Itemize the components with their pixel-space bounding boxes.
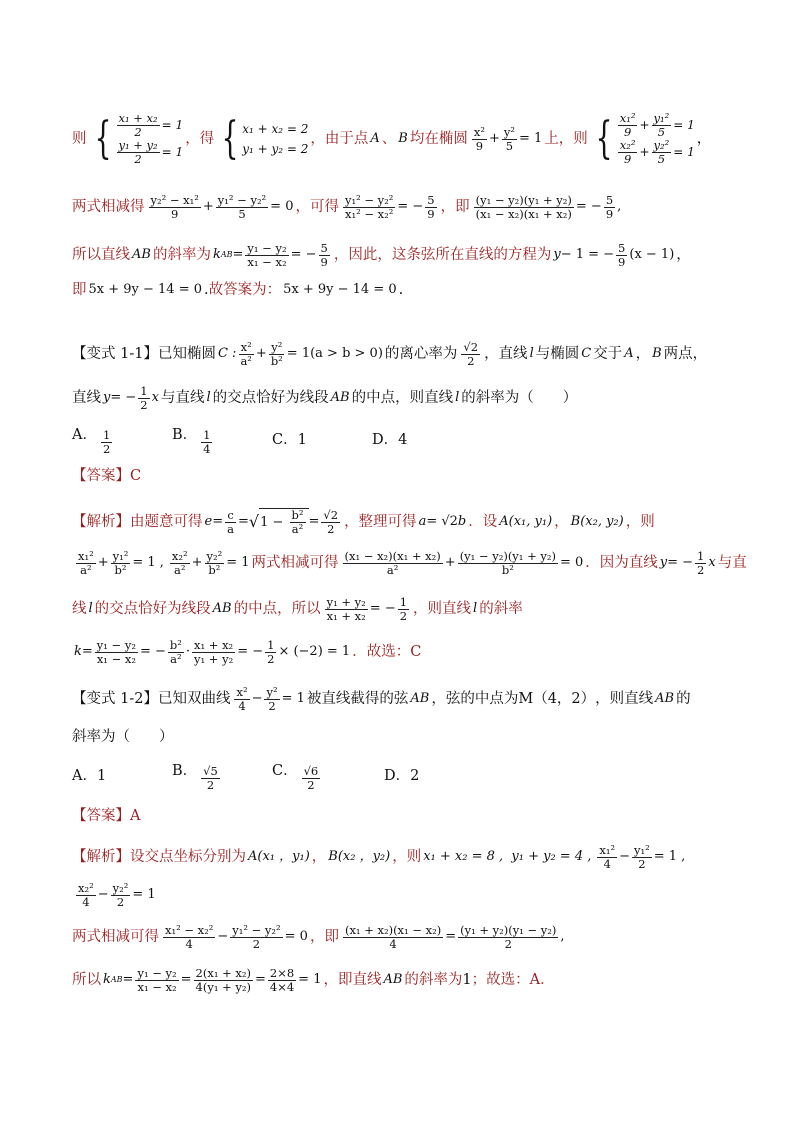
- option-c: C．1: [272, 432, 307, 448]
- text: 两式相减可得: [251, 555, 339, 571]
- text: ，弦的中点为: [431, 691, 519, 707]
- text: ，即: [440, 199, 470, 215]
- text: 两式相减得: [72, 199, 145, 215]
- text: 即: [72, 282, 87, 298]
- variant-label: 【变式 1-2】: [72, 691, 158, 707]
- option-d: D．2: [384, 768, 420, 784]
- text: 已知椭圆: [157, 346, 216, 362]
- text: 所以直线: [72, 247, 130, 263]
- text: 的斜率为: [404, 972, 463, 988]
- text: 线: [72, 601, 87, 617]
- text: ；故选：: [471, 972, 530, 988]
- variant-1-2-solution-2: $\frac{\text{x₂²}}{4}$ − $\frac{\text{y₂²}}{2}$ = 1: [78, 880, 156, 909]
- text: 设交点坐标分别为: [130, 849, 246, 865]
- solution-line-2: 两式相减得 $\frac{\text{y₂² − x₁²}}{9}$ + $\frac{\text{y₁² − y₂²}}{5}$ = 0 ，可得 $\frac{\text{y₁² − y₂²}}{\text{x₁² − x₂²}}$ = − $\frac{5}{9}$ ，即 $\frac{\text{(y₁ − y₂)(y₁ + y₂)}}{\text{(x₁ − x₂)(x₁ + x₂)}}$ = − $\frac{5}{9}$ ,: [72, 192, 622, 221]
- text: 的中点，所以: [233, 601, 321, 617]
- text: ．因为直线: [585, 555, 658, 571]
- variant-1-1-question: 【变式 1-1】 已知椭圆 C : $\frac{\text{x²}}{\text{a²}}$ + $\frac{\text{y²}}{\text{b²}}$ = 1(a > b > 0) 的离心率为 $\frac{√2}{2}$ ，直线 l 与椭圆 C 交于 A ， B 两点，: [72, 339, 708, 368]
- option-c: C．: [272, 762, 298, 779]
- variant-1-1-solution-3: 线 l 的交点恰好为线段 AB 的中点，所以 $\frac{\text{y₁ + y₂}}{\text{x₁ + x₂}}$ = − $\frac{1}{2}$ ，则直线 l 的斜率: [72, 594, 523, 623]
- text: ，整理可得: [344, 514, 417, 530]
- variant-label: 【变式 1-1】: [72, 346, 158, 362]
- variant-1-2-solution-3: 两式相减可得 $\frac{\text{x₁² − x₂²}}{4}$ − $\frac{\text{y₁² − y₂²}}{2}$ = 0 ，即 $\frac{\text{(x₁ + x₂)(x₁ − x₂)}}{4}$ = $\frac{\text{(y₁ + y₂)(y₁ − y₂)}}{2}$ ,: [72, 922, 565, 951]
- equation: 5x + 9y − 14 = 0: [88, 282, 203, 297]
- text: ，即直线: [323, 972, 382, 988]
- text: ．故选：: [352, 644, 411, 660]
- text: 已知双曲线: [157, 691, 231, 707]
- system-brace-2: { x₁ + x₂ = 2 y₁ + y₂ = 2: [221, 113, 309, 164]
- variant-1-1-answer: [72, 466, 734, 486]
- text: ，直线: [484, 346, 528, 362]
- variant-1-2-solution-4: 所以 k AB = $\frac{\text{y₁ − y₂}}{\text{x₁ − x₂}}$ = $\frac{\text{2(x₁ + x₂)}}{\text{4(y₁ + y₂)}}$ = $\frac{2\times 8}{4\times 4}$ = 1 ，即直线 AB 的斜率为 1 ；故选： A．: [72, 965, 555, 994]
- text: 故答案为：: [208, 282, 282, 298]
- text: ，则直线: [595, 691, 654, 707]
- text: 的离心率为: [384, 346, 458, 362]
- equation: 5x + 9y − 14 = 0: [283, 282, 397, 297]
- text: ，因此，这条弦所在直线的方程为: [333, 247, 552, 263]
- answer-label: 【答案】C: [72, 468, 142, 484]
- text: 两点，: [663, 346, 708, 362]
- text: 与椭圆: [535, 346, 580, 362]
- text: ．设: [468, 514, 498, 530]
- variant-1-1-solution-2: $\frac{\text{x₁²}}{\text{a²}}$ + $\frac{\text{y₁²}}{\text{b²}}$ = 1 , $\frac{\text{x₂²}}{\text{a²}}$ + $\frac{\text{y₂²}}{\text{b²}}$ = 1 两式相减可得 $\frac{\text{(x₁ − x₂)(x₁ + x₂)}}{\text{a²}}$ + $\frac{\text{(y₁ − y₂)(y₁ + y₂)}}{\text{b²}}$ = 0 ．因为直线 y = − $\frac{1}{2}$ x 与直: [78, 548, 747, 577]
- option-b: B．: [172, 762, 198, 779]
- variant-1-1-solution-1: 【解析】 由题意可得 e = $\frac{c}{a}$ = √ 1 − $\frac{\text{b²}}{\text{a²}}$ = $\frac{√2}{2}$ ，整理可得 a = √2 b ．设 A(x₁, y₁) ， B(x₂, y₂) ，则: [72, 507, 655, 536]
- text: 两式相减可得: [72, 929, 159, 945]
- text: ，则: [392, 849, 422, 865]
- text: ，则: [625, 514, 655, 530]
- variant-1-1-options: A． $\frac{1}{2}$ B． $\frac{1}{4}$ C．1 D．4: [72, 424, 734, 456]
- answer-label: 【答案】A: [72, 808, 141, 824]
- text: 交于: [593, 346, 623, 362]
- midpoint: M（4，2）: [518, 691, 596, 707]
- text: 的斜率: [479, 601, 523, 617]
- text: 的中点，则直线: [351, 390, 454, 406]
- variant-1-2-solution-1: 【解析】 设交点坐标分别为 A(x₁ ，y₁) ， B(x₂ ，y₂) ，则 x₁ + x₂ = 8 , y₁ + y₂ = 4 , $\frac{\text{x₁²}}{4}$ − $\frac{\text{y₁²}}{2}$ = 1 ,: [72, 842, 686, 871]
- text: 的交点恰好为线段: [94, 601, 211, 617]
- text: 斜率为（ ）: [72, 729, 174, 745]
- text: 与直线: [160, 390, 205, 406]
- text: ，可得: [295, 199, 339, 215]
- system-brace-1: { $\frac{\text{x₁ + x₂}}{2}$ = 1 $\frac{\text{y₁ + y₂}}{2}$ = 1: [94, 111, 184, 166]
- text: 被直线截得的弦: [306, 691, 409, 707]
- system-brace-3: { $\frac{\text{x₁²}}{9}$ + $\frac{\text{y₁²}}{5}$ = 1 $\frac{\text{x₂²}}{9}$ + $\frac{\text{y₂²}}{5}$ = 1: [595, 111, 695, 166]
- variant-1-2-options: A．1 B． $\frac{√5}{2}$ C． $\frac{√6}{2}$ D．2: [72, 760, 734, 792]
- text: C: [410, 644, 422, 660]
- variant-1-2-question: 【变式 1-2】 已知双曲线 $\frac{\text{x²}}{4}$ − $\frac{\text{y²}}{2}$ = 1 被直线截得的弦 AB ，弦的中点为 M（4，2） ，则直线 AB 的: [72, 684, 691, 713]
- option-a: A．1: [72, 768, 107, 784]
- text: 的斜率为: [152, 247, 211, 263]
- variant-1-2-answer: [72, 806, 734, 826]
- text: A．: [529, 972, 555, 988]
- solution-label: 【解析】: [72, 514, 130, 530]
- text: 直线: [72, 390, 101, 406]
- variant-1-2-question-2: [72, 727, 734, 747]
- text: 均在椭圆: [409, 131, 468, 147]
- option-d: D．4: [372, 432, 408, 448]
- text: 的: [676, 691, 691, 707]
- option-b: B．: [172, 426, 198, 443]
- option-a: A．: [72, 426, 97, 443]
- variant-1-1-solution-4: k = $\frac{\text{y₁ − y₂}}{\text{x₁ − x₂}}$ = − $\frac{\text{b²}}{\text{a²}}$ · $\frac{\text{x₁ + x₂}}{\text{y₁ + y₂}}$ = − $\frac{1}{2}$ × (−2) = 1 ．故选： C: [74, 637, 422, 666]
- variant-1-1-question-2: 直线 y = − $\frac{1}{2}$ x 与直线 l 的交点恰好为线段 AB 的中点，则直线 l 的斜率为（ ）: [72, 383, 578, 412]
- text: 与直: [717, 555, 747, 571]
- text: 1: [462, 972, 472, 988]
- text: ，则直线: [413, 601, 472, 617]
- solution-line-4: 即 5x + 9y − 14 = 0 . 故答案为： 5x + 9y − 14 = 0 .: [72, 282, 404, 298]
- text: 上，则: [544, 131, 588, 147]
- text: 的斜率为（ ）: [461, 390, 578, 406]
- text: 由题意可得: [130, 514, 203, 530]
- solution-line-3: 所以直线 AB 的斜率为 k AB = $\frac{\text{y₁ − y₂}}{\text{x₁ − x₂}}$ = − $\frac{5}{9}$ ，因此，这条弦所在直线的方程为 y − 1 = − $\frac{5}{9}$ (x − 1) ，: [72, 240, 691, 269]
- text: ，得: [185, 131, 215, 147]
- text: 的交点恰好为线段: [212, 390, 329, 406]
- text: 则: [72, 131, 87, 147]
- text: ，由于点: [310, 131, 369, 147]
- solution-label: 【解析】: [72, 849, 130, 865]
- solution-line-1: 则 { $\frac{\text{x₁ + x₂}}{2}$ = 1 $\frac{\text{y₁ + y₂}}{2}$ = 1 ，得 { x₁ + x₂ = 2 y₁ + y₂ = 2 ，由于点 A 、 B 均在椭圆 $\frac{\text{x²}}{9}$ + $\frac{\text{y²}}{5}$ = 1 上，则 { $\frac{\text{x₁²}}{9}$ + $\frac{\text{y₁²}}{5}$ = 1 $\frac{\text{x₂²}}{9}$ + $\frac{\text{y₂²}}{5}$ = 1 ，: [72, 111, 712, 166]
- text: 所以: [72, 972, 101, 988]
- text: ，即: [309, 929, 339, 945]
